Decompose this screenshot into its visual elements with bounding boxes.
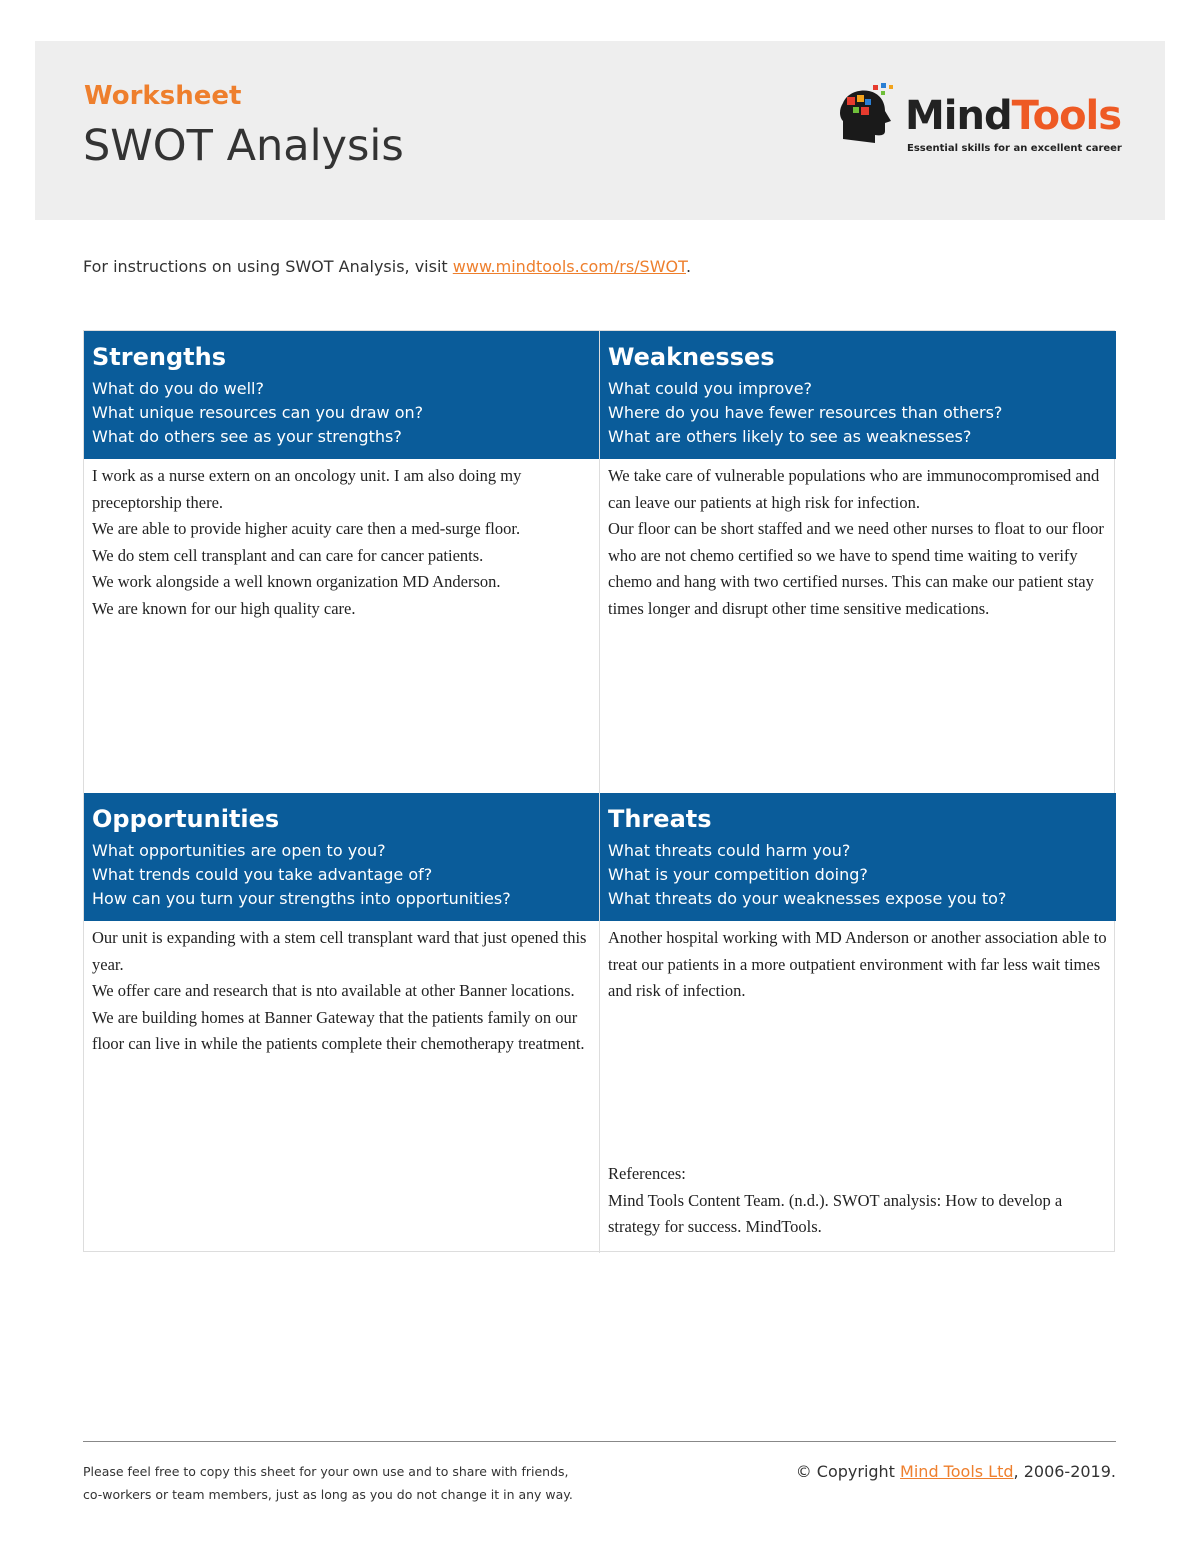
instructions-suffix: . [686,257,692,276]
weaknesses-header [599,331,1116,459]
threats-header [599,793,1116,921]
threats-line: Another hospital working with MD Anderson or another association able to treat our patients in a more outpatient environment with far less wait times and risk of infection. [608,928,1107,1000]
opportunities-line: We are building homes at Banner Gateway that the patients family on our floor can live in while the patients complete their chemotherapy treatment. [92,1007,585,1053]
strengths-line: We are able to provide higher acuity care then a med-surge floor. [92,519,521,538]
page-title: SWOT Analysis [83,121,404,171]
head-profile-pixel-icon [835,81,905,151]
copyright-link[interactable]: Mind Tools Ltd [900,1462,1014,1481]
threats-content[interactable] [599,921,1116,1253]
threats-title: Threats [608,805,712,833]
instructions-line [83,257,691,276]
opportunities-line: Our unit is expanding with a stem cell transplant ward that just opened this year. [92,928,587,974]
strengths-line: We do stem cell transplant and can care for cancer patients. [92,545,484,565]
weaknesses-question: What are others likely to see as weaknesses? [608,427,972,446]
footer-copyright [796,1462,1116,1481]
instructions-link[interactable]: www.mindtools.com/rs/SWOT [452,257,686,276]
references-block [608,1161,1116,1241]
strengths-question: What do you do well? [92,379,264,398]
strengths-question: What do others see as your strengths? [92,427,402,446]
logo-tagline: Essential skills for an excellent career [907,143,1122,154]
strengths-content[interactable] [84,459,599,793]
weaknesses-title: Weaknesses [608,343,775,371]
footer-divider [83,1441,1116,1442]
copyright-suffix: , 2006-2019. [1013,1462,1116,1481]
footer-note-line: co-workers or team members, just as long as you do not change it in any way. [83,1487,573,1502]
opportunities-title: Opportunities [92,805,280,833]
worksheet-kicker: Worksheet [84,81,242,111]
strengths-line: We work alongside a well known organization MD Anderson. [92,572,501,591]
copyright-prefix: © Copyright [795,1462,901,1481]
strengths-title: Strengths [92,343,226,371]
logo-wordmark: MindTools [905,93,1122,139]
mindtools-logo[interactable] [835,81,1125,161]
opportunities-header [84,793,599,921]
weaknesses-line: We take care of vulnerable populations who are immunocompromised and can leave our patients at high risk for infection. [608,466,1100,512]
threats-question: What threats do your weaknesses expose you to? [608,889,1007,908]
opportunities-question: How can you turn your strengths into opportunities? [92,889,511,908]
strengths-line: We are known for our high quality care. [92,598,356,618]
threats-question: What threats could harm you? [608,841,851,860]
threats-question: What is your competition doing? [608,865,868,884]
weaknesses-line: Our floor can be short staffed and we need other nurses to float to our floor who are not chemo certified so we have to spend time waiting to verify chemo and hang with two certified nurses. This can make our patient stay times longer and disrupt other time sensitive medications. [608,519,1104,618]
opportunities-question: What opportunities are open to you? [92,841,386,860]
references-citation: Mind Tools Content Team. (n.d.). SWOT analysis: How to develop a strategy for success. MindTools. [608,1190,1063,1236]
strengths-header [84,331,599,459]
weaknesses-content[interactable] [599,459,1116,793]
swot-grid [83,330,1115,1252]
weaknesses-question: What could you improve? [608,379,813,398]
opportunities-content[interactable] [84,921,599,1253]
references-heading: References: [608,1164,686,1183]
footer-note-line: Please feel free to copy this sheet for your own use and to share with friends, [83,1464,569,1479]
instructions-text: For instructions on using SWOT Analysis, visit [83,257,453,276]
strengths-line: I work as a nurse extern on an oncology unit. I am also doing my preceptorship there. [92,466,522,512]
worksheet-header [35,41,1165,220]
footer-note [83,1460,573,1506]
strengths-question: What unique resources can you draw on? [92,403,424,422]
opportunities-line: We offer care and research that is nto available at other Banner locations. [92,981,575,1000]
opportunities-question: What trends could you take advantage of? [92,865,433,884]
weaknesses-question: Where do you have fewer resources than others? [608,403,1003,422]
